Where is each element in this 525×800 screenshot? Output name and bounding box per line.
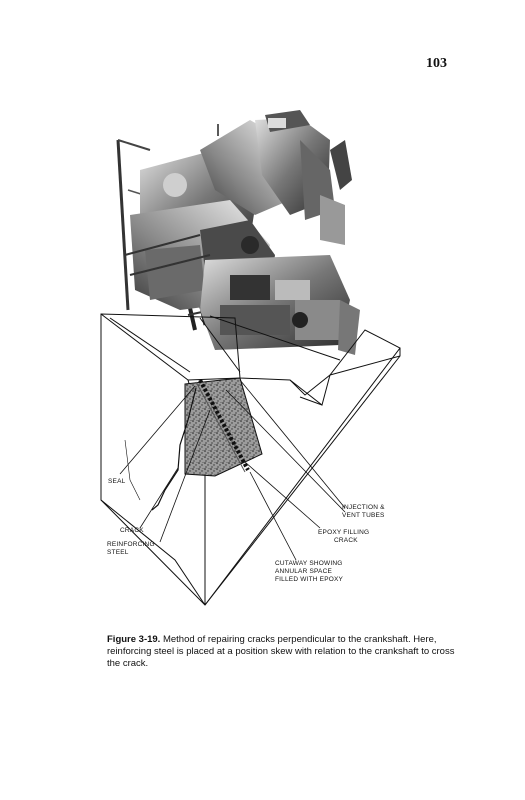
- label-crack-text: CRACK: [120, 527, 144, 534]
- label-epoxy-filling: [318, 529, 369, 545]
- label-cutaway-line3: FILLED WITH EPOXY: [275, 576, 344, 583]
- label-epoxy-line1: EPOXY FILLING: [318, 529, 370, 536]
- engine-photo: [118, 110, 360, 355]
- figure-caption-text: Method of repairing cracks perpendicular to the crankshaft. Here, reinforcing steel is placed at a position skew with relation to the crankshaft to cross the crack.: [107, 634, 455, 669]
- label-cutaway-line1: CUTAWAY SHOWING: [275, 560, 343, 567]
- label-injection-line2: VENT TUBES: [342, 512, 385, 519]
- page-number: 103: [426, 56, 447, 71]
- label-reinforcing-line1: REINFORCING: [107, 541, 155, 548]
- label-cutaway: [275, 560, 343, 584]
- label-seal: [108, 478, 125, 486]
- label-cutaway-line2: ANNULAR SPACE: [275, 568, 333, 575]
- label-reinforcing-line2: STEEL: [107, 549, 129, 556]
- figure-caption-label: Figure 3-19.: [107, 634, 161, 645]
- label-reinforcing-steel: [107, 541, 155, 557]
- label-epoxy-line2: CRACK: [334, 537, 358, 544]
- label-seal-text: SEAL: [108, 478, 126, 485]
- label-crack: [120, 527, 144, 535]
- label-injection-line1: INJECTION &: [342, 504, 385, 511]
- label-injection-vent: [342, 504, 385, 520]
- figure-caption: [107, 634, 459, 670]
